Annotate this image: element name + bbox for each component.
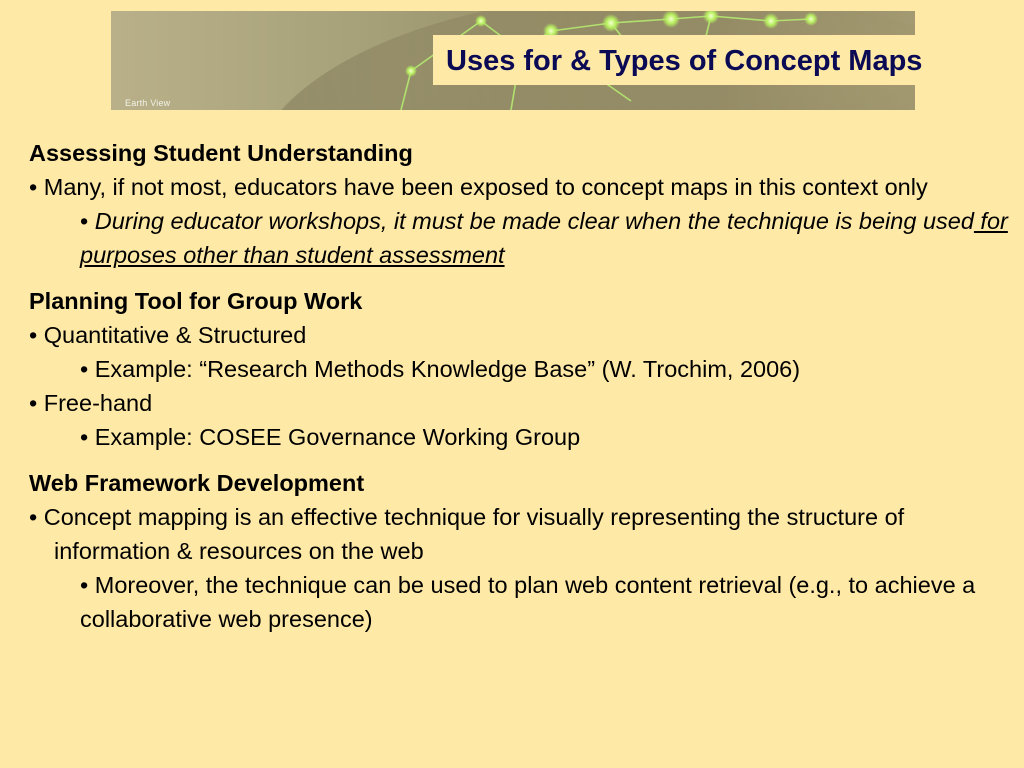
banner-caption: Earth View (125, 98, 171, 108)
slide-body (29, 136, 1009, 648)
bullet-marker: • (80, 208, 95, 234)
sub-bullet-item: • Example: “Research Methods Knowledge Base” (W. Trochim, 2006) (80, 356, 801, 382)
section-assessing (29, 136, 1009, 272)
section-web-framework (29, 466, 1009, 636)
bullet-item: • Concept mapping is an effective technique for visually representing the structure of information & resources on the web (29, 504, 905, 564)
sub-bullet-item: • Example: COSEE Governance Working Group (80, 424, 581, 450)
sub-bullet-item: • Moreover, the technique can be used to plan web content retrieval (e.g., to achieve a collaborative web presence) (80, 572, 976, 632)
section-heading: Assessing Student Understanding (29, 140, 413, 166)
bullet-item (29, 170, 1009, 204)
bullet-item: • Free-hand (29, 390, 153, 416)
underlined-text: for purposes other than student assessment (80, 208, 1008, 268)
section-heading: Web Framework Development (29, 470, 365, 496)
page-title: Uses for & Types of Concept Maps (446, 45, 923, 77)
section-heading: Planning Tool for Group Work (29, 288, 363, 314)
bullet-text: Many, if not most, educators have been exposed to concept maps in this context only (43, 174, 928, 200)
section-planning (29, 284, 1009, 454)
italic-text: During educator workshops, it must be made clear when the technique is being used (94, 208, 974, 234)
bullet-marker: • (29, 174, 44, 200)
bullet-item: • Quantitative & Structured (29, 322, 307, 348)
sub-bullet-item (29, 204, 1009, 272)
